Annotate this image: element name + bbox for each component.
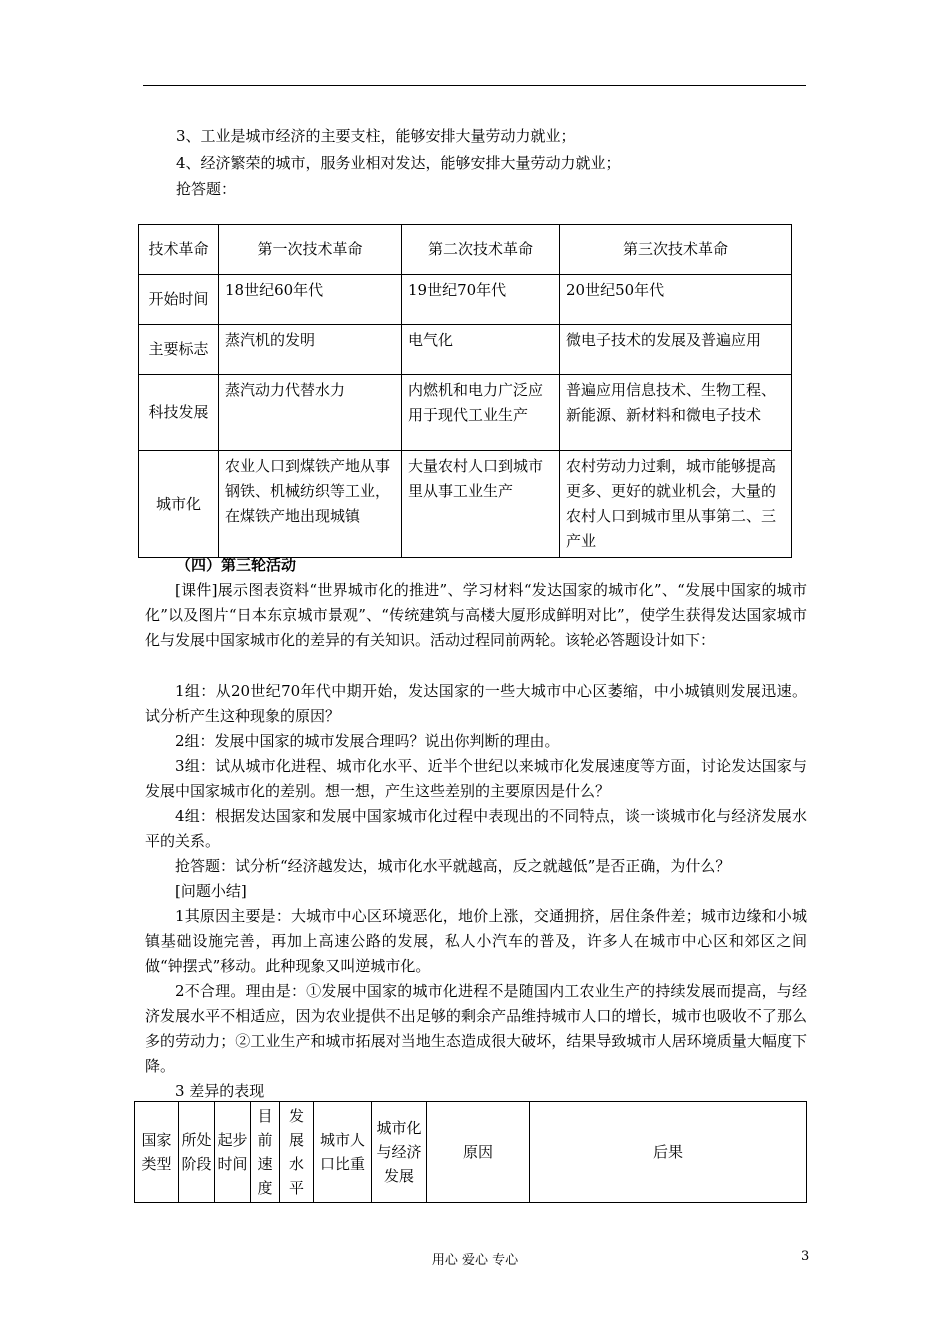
row-label-cell: 科技发展 — [139, 375, 219, 451]
table-header-cell: 起步时间 — [215, 1102, 251, 1203]
table-header-cell: 城市化与经济发展 — [372, 1102, 427, 1203]
table-header-cell: 所处阶段 — [179, 1102, 215, 1203]
footer-text: 用心 爱心 专心 — [431, 1253, 519, 1268]
section-title: （四）第三轮活动 — [176, 556, 297, 574]
courseware-paragraph: [课件]展示图表资料“世界城市化的推进”、学习材料“发达国家的城市化”、“发展中国家的城市化”以及图片“日本东京城市景观”、“传统建筑与高楼大厦形成鲜明对比”，使学生获得发达国家城市化与发展中国家城市化的差异的有关知识。活动过程同前两轮。该轮必答题设计如下： — [145, 581, 807, 649]
table-cell: 普遍应用信息技术、生物工程、新能源、新材料和微电子技术 — [560, 375, 792, 451]
table-cell: 内燃机和电力广泛应用于现代工业生产 — [402, 375, 560, 451]
table-row — [139, 275, 792, 325]
table-header-cell: 发展水平 — [280, 1102, 314, 1203]
table-row — [139, 225, 792, 275]
table-cell: 大量农村人口到城市里从事工业生产 — [402, 451, 560, 558]
page-number: 3 — [801, 1249, 810, 1264]
tech-revolution-table — [138, 224, 792, 558]
table-row — [139, 451, 792, 558]
group-4-question: 4组：根据发达国家和发展中国家城市化过程中表现出的不同特点，谈一谈城市化与经济发展水平的关系。 — [145, 807, 807, 850]
table-row — [139, 375, 792, 451]
table-cell: 电气化 — [402, 325, 560, 375]
row-label-cell: 主要标志 — [139, 325, 219, 375]
table-cell: 农业人口到煤铁产地从事钢铁、机械纺织等工业，在煤铁产地出现城镇 — [219, 451, 402, 558]
table-row — [139, 325, 792, 375]
table-header-cell: 国家类型 — [135, 1102, 179, 1203]
table-cell: 蒸汽动力代替水力 — [219, 375, 402, 451]
table-cell: 19世纪70年代 — [402, 275, 560, 325]
group-2-question: 2组：发展中国家的城市发展合理吗？说出你判断的理由。 — [175, 732, 560, 750]
table-cell: 农村劳动力过剩，城市能够提高更多、更好的就业机会，大量的农村人口到城市里从事第二、三产业 — [560, 451, 792, 558]
summary-title: [问题小结] — [175, 882, 247, 900]
difference-table — [134, 1101, 807, 1203]
table-header-cell: 第一次技术革命 — [219, 225, 402, 275]
table-header-cell: 第三次技术革命 — [560, 225, 792, 275]
table-header-cell: 目前速度 — [251, 1102, 280, 1203]
table-header-cell: 后果 — [530, 1102, 807, 1203]
table-header-cell: 城市人口比重 — [314, 1102, 372, 1203]
answer-1: 1其原因主要是：大城市中心区环境恶化，地价上涨，交通拥挤，居住条件差；城市边缘和小城镇基础设施完善，再加上高速公路的发展，私人小汽车的普及，许多人在城市中心区和郊区之间做“钟摆式”移动。此种现象又叫逆城市化。 — [145, 907, 807, 975]
row-label-cell: 开始时间 — [139, 275, 219, 325]
table-header-cell: 技术革命 — [139, 225, 219, 275]
group-1-question: 1组：从20世纪70年代中期开始，发达国家的一些大城市中心区萎缩，中小城镇则发展迅速。试分析产生这种现象的原因？ — [145, 682, 807, 725]
answer-3-heading: 3 差异的表现 — [175, 1082, 265, 1100]
header-rule — [143, 85, 806, 86]
intro-quick-answer: 抢答题： — [176, 180, 237, 198]
table-cell: 18世纪60年代 — [219, 275, 402, 325]
group-3-question: 3组：试从城市化进程、城市化水平、近半个世纪以来城市化发展速度等方面，讨论发达国家与发展中国家城市化的差别。想一想，产生这些差别的主要原因是什么？ — [145, 757, 807, 800]
row-label-cell: 城市化 — [139, 451, 219, 558]
table-header-cell: 第二次技术革命 — [402, 225, 560, 275]
table-cell: 微电子技术的发展及普遍应用 — [560, 325, 792, 375]
table-cell: 20世纪50年代 — [560, 275, 792, 325]
table-row — [135, 1102, 807, 1203]
intro-line-4: 4、经济繁荣的城市，服务业相对发达，能够安排大量劳动力就业； — [176, 154, 621, 172]
answer-2: 2不合理。理由是：①发展中国家的城市化进程不是随国内工农业生产的持续发展而提高，与经济发展水平不相适应，因为农业提供不出足够的剩余产品维持城市人口的增长，城市也吸收不了那么多的劳动力；②工业生产和城市拓展对当地生态造成很大破坏，结果导致城市人居环境质量大幅度下降。 — [145, 982, 807, 1075]
table-header-cell: 原因 — [427, 1102, 530, 1203]
intro-line-3: 3、工业是城市经济的主要支柱，能够安排大量劳动力就业； — [176, 127, 576, 145]
table-cell: 蒸汽机的发明 — [219, 325, 402, 375]
quick-answer-question: 抢答题：试分析“经济越发达，城市化水平就越高，反之就越低”是否正确，为什么？ — [175, 857, 731, 875]
